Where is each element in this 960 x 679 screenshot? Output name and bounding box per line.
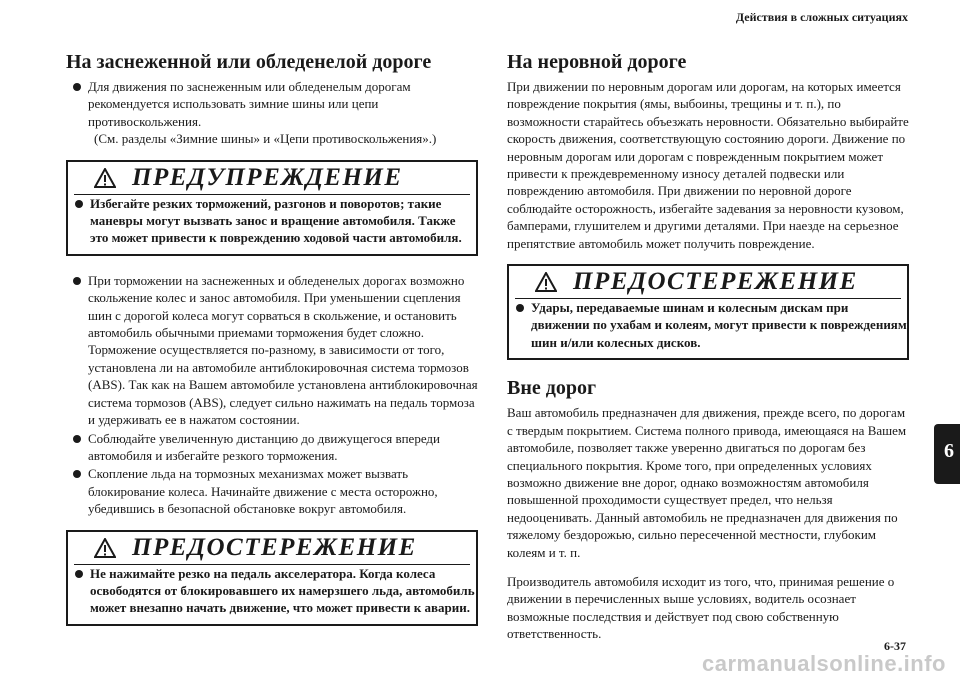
caution-item [68, 565, 476, 617]
warning-item [68, 195, 476, 247]
footer-watermark: carmanualsonline.info [702, 651, 946, 676]
caution-header [515, 266, 901, 299]
warning-triangle-icon [535, 272, 557, 292]
caution-item [509, 299, 907, 351]
section-heading-snow-ice: На заснеженной или обледенелой дороге [66, 51, 432, 73]
bullet-icon [73, 83, 81, 91]
bullet-icon [516, 304, 524, 312]
bullet-list-mid [66, 272, 478, 518]
bullet-icon [73, 277, 81, 285]
list-item-text: Скопление льда на тормозных механизмах может вызвать блокирование колеса. Начинайте движение с места осторожно, убедившись в безопасной обстановке вокруг автомобиля. [88, 466, 438, 517]
section-heading-off-road: Вне дорог [507, 377, 597, 400]
paragraph-off-road: Ваш автомобиль предназначен для движения, прежде всего, по дорогам с твердым покрытием. Система полного привода, имеющаяся на Вашем автомобиле, позволяет также уверенно двигаться по дорогам без специального покрытия. Кроме того, при определенных условиях возможно движение вне дорог, однако возможностям автомобиля повышенной проходимости существует предел, что нельзя недооценивать. Данный автомобиль не предназначен для движения по тяжелому бездорожью, сильно пересеченной местности, глубоким колеям и т. п. [507, 405, 907, 560]
caution-box-rough-road [507, 264, 909, 360]
list-item [66, 430, 478, 465]
warning-triangle-icon [94, 168, 116, 188]
warning-header [74, 162, 470, 195]
list-item [66, 78, 478, 148]
section-heading-rough-road: На неровной дороге [507, 51, 687, 73]
caution-box-ice [66, 530, 478, 626]
caution-title: ПРЕДОСТЕРЕЖЕНИЕ [132, 533, 417, 561]
warning-triangle-icon [94, 538, 116, 558]
left-column [66, 50, 478, 642]
caution-header [74, 532, 470, 565]
list-item [66, 465, 478, 517]
caution-list [509, 299, 907, 351]
list-item-text: Соблюдайте увеличенную дистанцию до движущегося впереди автомобиля и избегайте резкого торможения. [88, 430, 440, 463]
caution-item-text: Не нажимайте резко на педаль акселератора. Когда колеса освободятся от блокировавшего их намерзшего льда, автомобиль может внезапно начать движение, что может привести к аварии. [90, 565, 475, 616]
caution-title: ПРЕДОСТЕРЕЖЕНИЕ [573, 268, 858, 296]
warning-item-text: Избегайте резких торможений, разгонов и поворотов; такие маневры могут вызвать занос и вращение автомобиля. Также это может привести к повреждению ходовой части автомобиля. [90, 195, 462, 246]
bullet-icon [75, 200, 83, 208]
list-item-text: Для движения по заснеженным или обледенелым дорогам рекомендуется использовать зимние шины или цепи противоскольжения. [88, 79, 411, 129]
caution-item-text: Удары, передаваемые шинам и колесным дискам при движении по ухабам и колеям, могут привести к повреждениям шин и/или колесных дисков. [531, 300, 907, 350]
bullet-list-top [66, 78, 478, 148]
list-item-text: При торможении на заснеженных и обледенелых дорогах возможно скольжение колес и занос автомобиля. При уменьшении сцепления шин с дорогой колеса могут сорваться в скольжение, и остановить автомобиль обычными приемами торможения будет сложно. Торможение осуществляется по-разному, в зависимости от того, установлена ли на автомобиле антиблокировочная система тормозов (ABS). Так как на Вашем автомобиле установлена антиблокировочная система тормозов (ABS), следует сильно нажимать на педаль тормоза и удерживать ее в нажатом состоянии. [88, 272, 478, 428]
list-item [66, 272, 478, 429]
bullet-icon [73, 435, 81, 443]
page-number: 6-37 [884, 639, 906, 653]
warning-title: ПРЕДУПРЕЖДЕНИЕ [132, 163, 403, 191]
paragraph-rough-road: При движении по неровным дорогам или дорогам, на которых имеется повреждение покрытия (ямы, выбоины, трещины и т. п.), по возможности старайтесь объезжать неровности. Обязательно выбирайте скорость движения, соответствующую состоянию дороги. Движение по неровным дорогам или дорогам с поврежденным покрытием может привести к преждевременному износу деталей подвески или повреждению автомобиля. При движении по неровной дороге соблюдайте осторожность, избегайте задевания за неровности кузовом, бамперами, глушителем и другими деталями. При наезде на серьезное препятствие автомобиль может получить повреждение. [507, 79, 909, 251]
list-item-note: (См. разделы «Зимние шины» и «Цепи противоскольжения».) [94, 131, 437, 147]
caution-list [68, 565, 476, 617]
bullet-icon [75, 570, 83, 578]
chapter-tab-number: 6 [944, 440, 954, 462]
warning-box [66, 160, 478, 256]
chapter-header: Действия в сложных ситуациях [735, 10, 908, 24]
warning-list [68, 195, 476, 247]
paragraph-responsibility: Производитель автомобиля исходит из того, что, принимая решение о движении в перечисленных выше условиях, водитель осознает возможные последствия и действует под свою собственную ответственность. [507, 573, 895, 642]
right-column [507, 50, 909, 643]
bullet-icon [73, 470, 81, 478]
